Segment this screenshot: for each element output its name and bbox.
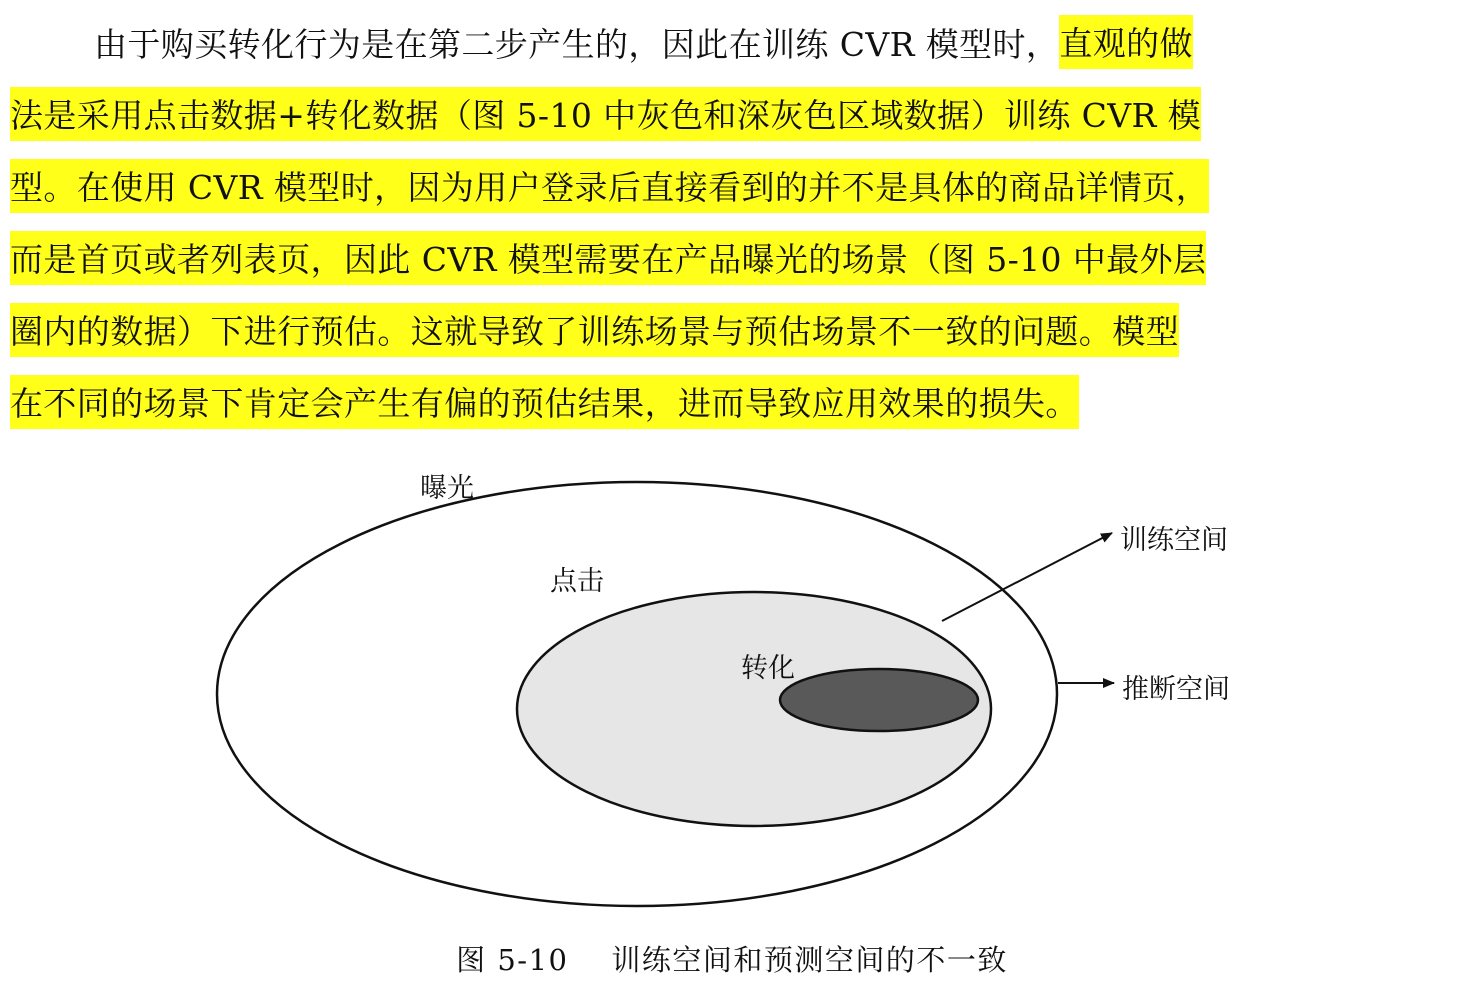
text-line-2 — [10, 78, 1454, 150]
text-line-5-highlight: 圈内的数据）下进行预估。这就导致了训练场景与预估场景不一致的问题。模型 — [10, 303, 1179, 357]
text-line-1-highlight: 直观的做 — [1059, 15, 1193, 69]
figure-5-10 — [0, 430, 1464, 930]
training-space-label: 训练空间 — [1120, 525, 1228, 556]
exposure-label: 曝光 — [420, 473, 474, 504]
text-line-6-highlight: 在不同的场景下肯定会产生有偏的预估结果，进而导致应用效果的损失。 — [10, 375, 1079, 429]
conversion-label: 转化 — [741, 653, 795, 684]
text-line-1 — [10, 6, 1454, 78]
text-line-1-plain: 由于购买转化行为是在第二步产生的，因此在训练 CVR 模型时， — [94, 24, 1060, 64]
text-line-3 — [10, 150, 1454, 222]
text-line-4 — [10, 222, 1454, 294]
inference-space-label: 推断空间 — [1122, 674, 1230, 705]
text-line-3-highlight: 型。在使用 CVR 模型时，因为用户登录后直接看到的并不是具体的商品详情页， — [10, 159, 1209, 213]
figure-caption: 图 5-10 训练空间和预测空间的不一致 — [456, 943, 1008, 977]
conversion-ellipse — [780, 669, 978, 731]
venn-diagram — [0, 430, 1464, 930]
text-line-4-highlight: 而是首页或者列表页，因此 CVR 模型需要在产品曝光的场景（图 5-10 中最外层 — [10, 231, 1206, 285]
body-paragraph — [10, 6, 1454, 438]
text-line-5 — [10, 294, 1454, 366]
click-label: 点击 — [550, 566, 604, 597]
text-line-2-highlight: 法是采用点击数据+转化数据（图 5-10 中灰色和深灰色区域数据）训练 CVR 模 — [10, 87, 1201, 141]
text-line-6 — [10, 366, 1454, 438]
